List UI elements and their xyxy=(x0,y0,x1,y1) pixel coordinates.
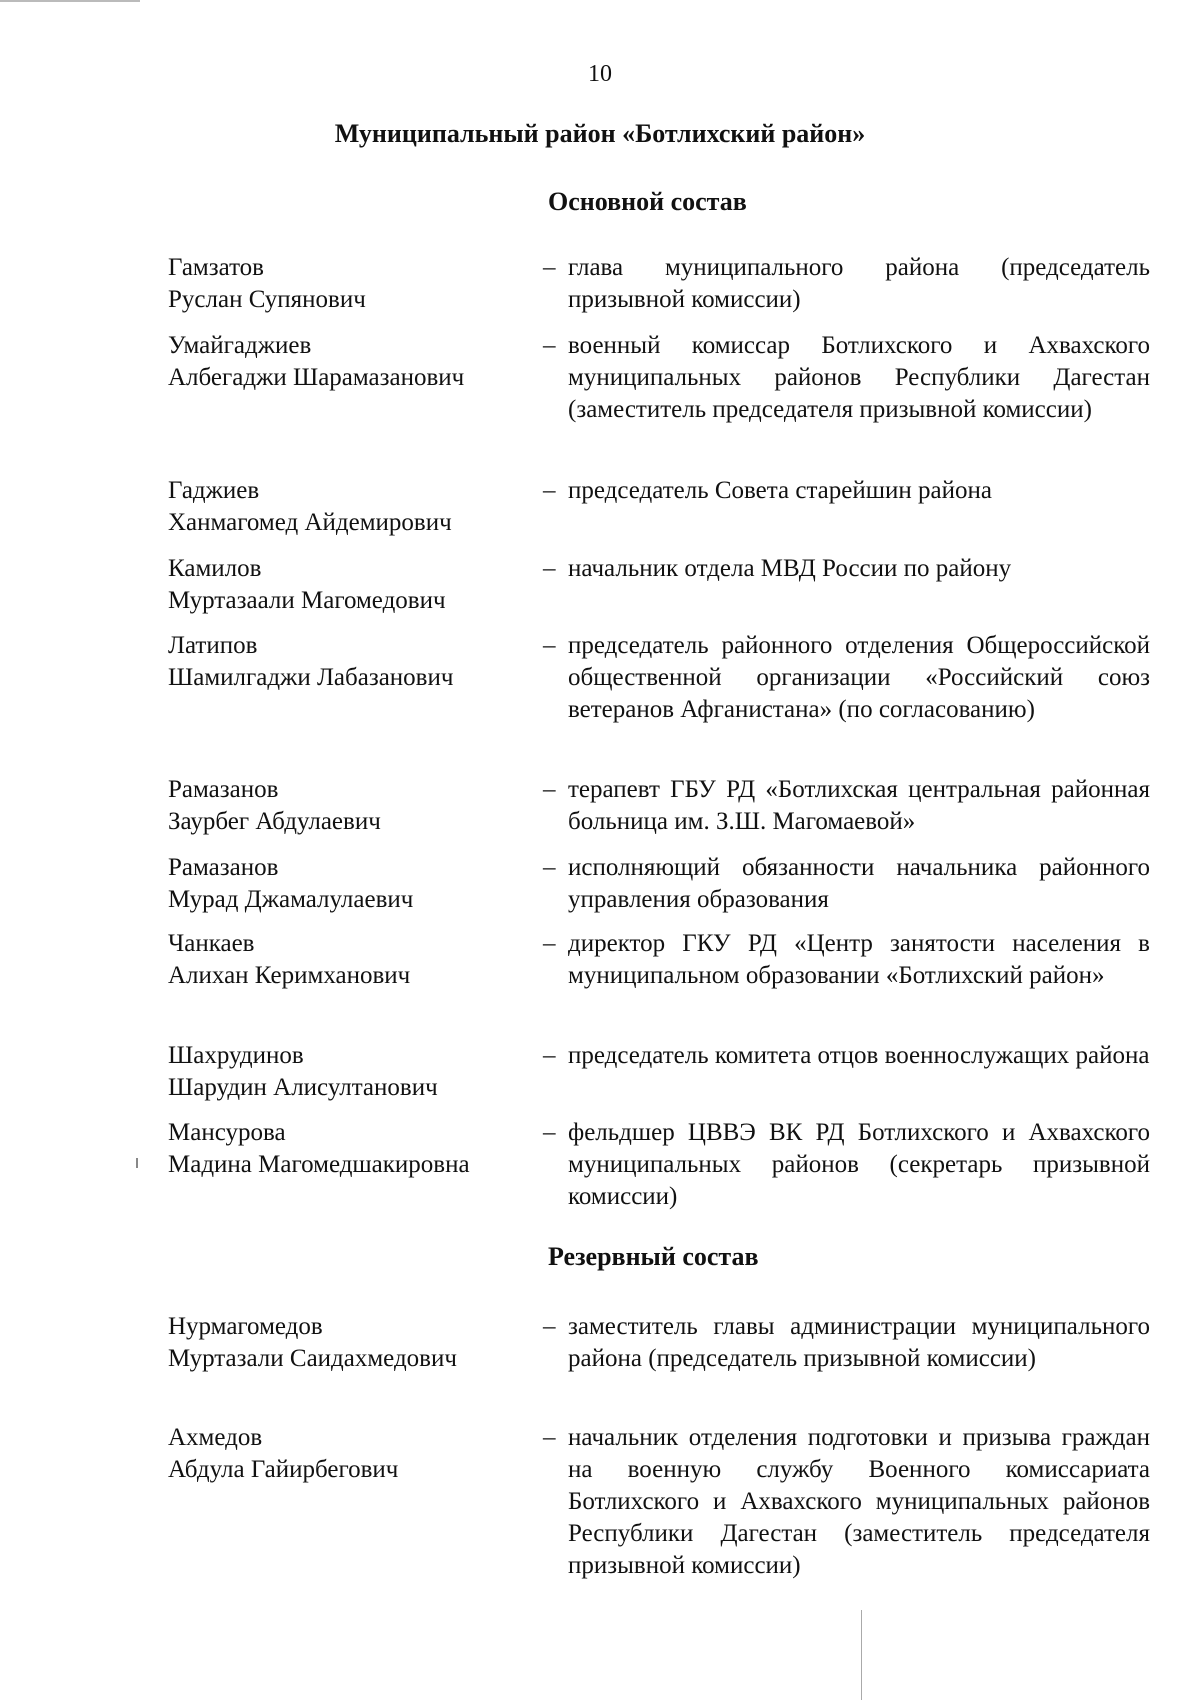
member-surname: Гаджиев xyxy=(168,477,260,504)
member-dash: – xyxy=(543,555,556,582)
section-heading-reserve: Резервный состав xyxy=(548,1242,759,1271)
member-dash: – xyxy=(543,1119,556,1146)
member-surname: Рамазанов xyxy=(168,776,279,803)
member-role: начальник отдела МВД России по району xyxy=(568,555,1012,582)
member-dash: – xyxy=(543,632,556,659)
member-surname: Шахрудинов xyxy=(168,1042,304,1069)
member-given-names: Албегаджи Шарамазанович xyxy=(168,364,465,391)
member-name xyxy=(168,553,528,617)
member-name xyxy=(168,774,528,838)
member-given-names: Муртазаали Магомедович xyxy=(168,587,446,614)
member-name xyxy=(168,630,528,694)
member-dash: – xyxy=(543,1042,556,1069)
member-role: военный комиссар Ботлихского и Ахвахского муниципальных районов Республики Дагестан (заместитель председателя призывной комиссии) xyxy=(568,332,1150,423)
member-surname: Нурмагомедов xyxy=(168,1313,323,1340)
member-role: начальник отделения подготовки и призыва граждан на военную службу Военного комиссариата Ботлихского и Ахвахского муниципальных районов Республики Дагестан (заместитель председателя призывной комиссии) xyxy=(568,1424,1150,1579)
scan-artifact xyxy=(861,1610,862,1700)
member-surname: Гамзатов xyxy=(168,254,264,281)
member-dash: – xyxy=(543,776,556,803)
member-surname: Ахмедов xyxy=(168,1424,263,1451)
member-dash: – xyxy=(543,332,556,359)
scan-artifact xyxy=(136,1158,138,1168)
member-surname: Камилов xyxy=(168,555,262,582)
member-given-names: Руслан Супянович xyxy=(168,286,366,313)
member-role: председатель комитета отцов военнослужащих района xyxy=(568,1042,1150,1069)
member-dash: – xyxy=(543,1424,556,1451)
member-given-names: Шарудин Алисултанович xyxy=(168,1074,438,1101)
member-role: директор ГКУ РД «Центр занятости населения в муниципальном образовании «Ботлихский район» xyxy=(568,930,1150,989)
member-given-names: Мурад Джамалулаевич xyxy=(168,886,414,913)
document-title: Муниципальный район «Ботлихский район» xyxy=(334,119,866,148)
member-given-names: Заурбег Абдулаевич xyxy=(168,808,381,835)
member-surname: Мансурова xyxy=(168,1119,286,1146)
member-surname: Чанкаев xyxy=(168,930,255,957)
member-given-names: Муртазали Саидахмедович xyxy=(168,1345,457,1372)
member-name xyxy=(168,1422,528,1486)
member-role: глава муниципального района (председатель призывной комиссии) xyxy=(568,254,1150,313)
member-role: терапевт ГБУ РД «Ботлихская центральная районная больница им. З.Ш. Магомаевой» xyxy=(568,776,1150,835)
member-role: фельдшер ЦВВЭ ВК РД Ботлихского и Ахвахского муниципальных районов (секретарь призывной комиссии) xyxy=(568,1119,1150,1210)
member-dash: – xyxy=(543,854,556,881)
member-dash: – xyxy=(543,930,556,957)
member-role: исполняющий обязанности начальника районного управления образования xyxy=(568,854,1150,913)
member-surname: Умайгаджиев xyxy=(168,332,312,359)
member-dash: – xyxy=(543,477,556,504)
member-given-names: Абдула Гайирбегович xyxy=(168,1456,399,1483)
member-given-names: Алихан Керимханович xyxy=(168,962,411,989)
member-dash: – xyxy=(543,1313,556,1340)
page-number: 10 xyxy=(588,61,612,87)
scan-artifact xyxy=(0,0,140,2)
member-name xyxy=(168,852,528,916)
member-name xyxy=(168,252,528,316)
member-role: председатель Совета старейшин района xyxy=(568,477,992,504)
member-given-names: Ханмагомед Айдемирович xyxy=(168,509,452,536)
member-name xyxy=(168,330,528,394)
member-name xyxy=(168,1040,528,1104)
member-surname: Рамазанов xyxy=(168,854,279,881)
member-name xyxy=(168,928,528,992)
member-name xyxy=(168,475,528,539)
member-name xyxy=(168,1311,528,1375)
section-heading-main: Основной состав xyxy=(548,187,747,216)
member-role: председатель районного отделения Общероссийской общественной организации «Российский союз ветеранов Афганистана» (по согласованию) xyxy=(568,632,1150,723)
member-given-names: Мадина Магомедшакировна xyxy=(168,1151,470,1178)
member-given-names: Шамилгаджи Лабазанович xyxy=(168,664,454,691)
member-dash: – xyxy=(543,254,556,281)
member-role: заместитель главы администрации муниципального района (председатель призывной комиссии) xyxy=(568,1313,1150,1372)
member-surname: Латипов xyxy=(168,632,258,659)
member-name xyxy=(168,1117,528,1181)
